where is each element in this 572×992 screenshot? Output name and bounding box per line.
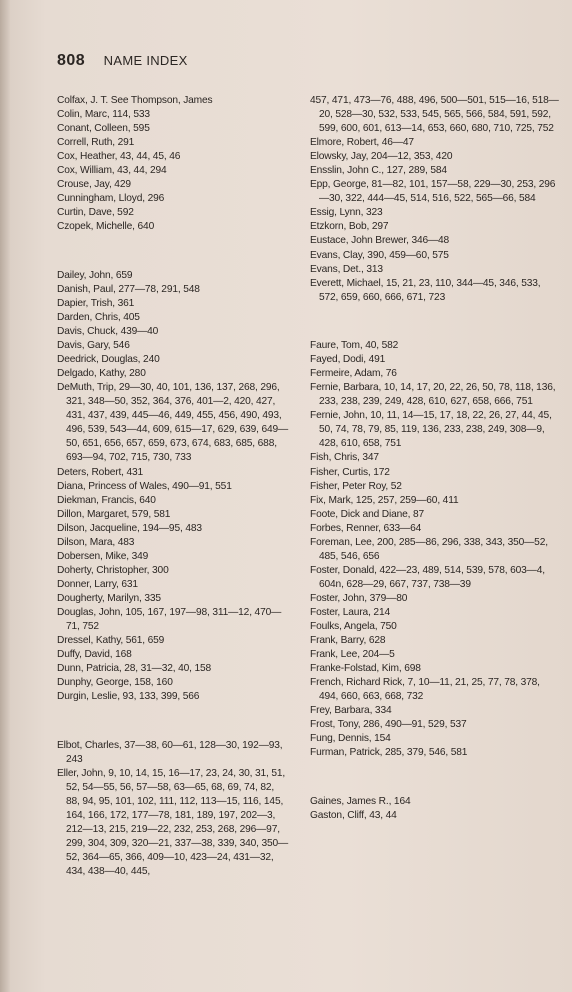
index-entry: Davis, Gary, 546 xyxy=(57,340,130,352)
index-entry: Frost, Tony, 286, 490—91, 529, 537 xyxy=(310,719,467,731)
index-entry: DeMuth, Trip, 29—30, 40, 101, 136, 137, 268, 296, 321, 348—50, 352, 364, 376, 401—2, 420, 427, 431, 437, 439, 445—46, 449, 455, 456, 490, 493, 496, 539, 543—44, 609, 615—17, 629, 639, 649—50, 651, 656, 657, 659, 673, 674, 683, 685, 688, 693—94, 702, 715, 730, 733 xyxy=(57,382,289,464)
index-entry: Elbot, Charles, 37—38, 60—61, 128—30, 192—93, 243 xyxy=(57,739,283,765)
index-entry: Duffy, David, 168 xyxy=(57,649,132,661)
page-header xyxy=(57,52,188,70)
index-entry: Dunphy, George, 158, 160 xyxy=(57,677,173,689)
index-entry: 457, 471, 473—76, 488, 496, 500—501, 515—16, 518—20, 528—30, 532, 533, 545, 565, 566, 584, 591, 592, 599, 600, 601, 613—14, 653, 660, 680, 710, 725, 752 xyxy=(310,95,559,135)
index-entry: Diekman, Francis, 640 xyxy=(57,494,156,506)
index-entry: Fix, Mark, 125, 257, 259—60, 411 xyxy=(310,494,459,506)
index-entry: Essig, Lynn, 323 xyxy=(310,207,383,219)
letter-section-gap xyxy=(310,315,560,329)
index-entry: Gaston, Cliff, 43, 44 xyxy=(310,809,397,821)
index-entry: Davis, Chuck, 439—40 xyxy=(57,326,159,338)
index-entry: Colfax, J. T. See Thompson, James xyxy=(57,95,213,106)
index-entry: Durgin, Leslie, 93, 133, 399, 566 xyxy=(57,691,200,703)
index-entry: Frank, Lee, 204—5 xyxy=(310,649,395,661)
index-column-left xyxy=(57,94,289,879)
page-number: 808 xyxy=(57,52,86,69)
index-entry: Elmore, Robert, 46—47 xyxy=(310,137,414,149)
index-entry: Dunn, Patricia, 28, 31—32, 40, 158 xyxy=(57,663,212,675)
index-entry: Douglas, John, 105, 167, 197—98, 311—12, 470—71, 752 xyxy=(57,606,282,633)
index-entry: Deters, Robert, 431 xyxy=(57,466,144,478)
index-entry: Fayed, Dodi, 491 xyxy=(310,354,386,366)
index-entry: Fung, Dennis, 154 xyxy=(310,733,391,745)
index-entry: Fermeire, Adam, 76 xyxy=(310,368,397,380)
index-entry: Faure, Tom, 40, 582 xyxy=(310,340,399,352)
index-entry: Dapier, Trish, 361 xyxy=(57,297,135,309)
index-entry: Foster, Laura, 214 xyxy=(310,606,390,618)
index-entry: Foster, Donald, 422—23, 489, 514, 539, 578, 603—4, 604n, 628—29, 667, 737, 738—39 xyxy=(310,564,545,590)
index-entry: Evans, Clay, 390, 459—60, 575 xyxy=(310,249,449,261)
index-entry: Etzkorn, Bob, 297 xyxy=(310,221,389,233)
index-entry: Fish, Chris, 347 xyxy=(310,452,379,464)
index-entry: Furman, Patrick, 285, 379, 546, 581 xyxy=(310,747,468,759)
index-entry: Donner, Larry, 631 xyxy=(57,578,138,590)
index-entry: Correll, Ruth, 291 xyxy=(57,137,135,149)
index-entry: Dailey, John, 659 xyxy=(57,269,133,281)
index-entry: Fernie, Barbara, 10, 14, 17, 20, 22, 26, 50, 78, 118, 136, 233, 238, 239, 249, 428, 610, 627, 658, 666, 751 xyxy=(310,382,556,408)
index-entry: Deedrick, Douglas, 240 xyxy=(57,354,160,366)
index-entry: Danish, Paul, 277—78, 291, 548 xyxy=(57,283,200,295)
index-entry: Dilson, Mara, 483 xyxy=(57,536,135,548)
index-entry: Diana, Princess of Wales, 490—91, 551 xyxy=(57,480,232,492)
index-entry: Cox, Heather, 43, 44, 45, 46 xyxy=(57,151,181,163)
index-entry: Dilson, Jacqueline, 194—95, 483 xyxy=(57,522,202,534)
index-entry: Foreman, Lee, 200, 285—86, 296, 338, 343, 350—52, 485, 546, 656 xyxy=(310,536,548,562)
index-entry: Fisher, Peter Roy, 52 xyxy=(310,480,402,492)
page-gutter-shadow xyxy=(0,0,10,992)
index-entry: Czopek, Michelle, 640 xyxy=(57,221,155,233)
index-entry: Conant, Colleen, 595 xyxy=(57,123,150,135)
index-entry: Dillon, Margaret, 579, 581 xyxy=(57,508,171,520)
index-entry: Frey, Barbara, 334 xyxy=(310,705,392,717)
index-entry: Elowsky, Jay, 204—12, 353, 420 xyxy=(310,151,453,163)
index-entry: Fernie, John, 10, 11, 14—15, 17, 18, 22, 26, 27, 44, 45, 50, 74, 78, 79, 85, 119, 136, 233, 238, 249, 308—9, 428, 610, 658, 751 xyxy=(310,410,552,450)
index-entry: Frank, Barry, 628 xyxy=(310,635,386,647)
index-column-right xyxy=(310,94,560,823)
index-entry: Eller, John, 9, 10, 14, 15, 16—17, 23, 24, 30, 31, 51, 52, 54—55, 56, 57—58, 63—65, 68, 69, 74, 82, 88, 94, 95, 101, 102, 111, 112, 113—15, 116, 145, 164, 166, 172, 177—78, 181, 189, 197, 202—3, 212—13, 215, 219—22, 232, 253, 268, 296—97, 299, 304, 309, 320—21, 337—38, 339, 340, 350—52, 364—65, 366, 409—10, 423—24, 431—32, 434, 438—40, 445, xyxy=(57,767,289,878)
index-entry: Foster, John, 379—80 xyxy=(310,592,408,604)
index-entry: Fisher, Curtis, 172 xyxy=(310,466,390,478)
index-entry: Dobersen, Mike, 349 xyxy=(57,550,149,562)
index-entry: Franke-Folstad, Kim, 698 xyxy=(310,663,421,675)
index-entry: Forbes, Renner, 633—64 xyxy=(310,522,422,534)
index-entry: Darden, Chris, 405 xyxy=(57,311,140,323)
index-entry: Everett, Michael, 15, 21, 23, 110, 344—45, 346, 533, 572, 659, 660, 666, 671, 723 xyxy=(310,277,541,303)
letter-section-gap xyxy=(310,771,560,785)
index-entry: Delgado, Kathy, 280 xyxy=(57,368,146,380)
index-entry: Curtin, Dave, 592 xyxy=(57,207,134,219)
index-entry: Epp, George, 81—82, 101, 157—58, 229—30, 253, 296—30, 322, 444—45, 514, 516, 522, 565—66, 584 xyxy=(310,179,556,205)
index-entry: French, Richard Rick, 7, 10—11, 21, 25, 77, 78, 378, 494, 660, 663, 668, 732 xyxy=(310,677,540,703)
running-title: NAME INDEX xyxy=(103,53,188,68)
index-entry: Doherty, Christopher, 300 xyxy=(57,564,169,576)
letter-section-gap xyxy=(57,714,289,728)
index-entry: Evans, Det., 313 xyxy=(310,263,383,275)
index-entry: Crouse, Jay, 429 xyxy=(57,179,131,191)
letter-section-gap xyxy=(57,245,289,259)
index-entry: Dressel, Kathy, 561, 659 xyxy=(57,635,165,647)
index-entry: Ensslin, John C., 127, 289, 584 xyxy=(310,165,447,177)
index-entry: Cox, William, 43, 44, 294 xyxy=(57,165,167,177)
index-entry: Colin, Marc, 114, 533 xyxy=(57,109,150,121)
index-entry: Foulks, Angela, 750 xyxy=(310,621,397,633)
index-entry: Foote, Dick and Diane, 87 xyxy=(310,508,425,520)
index-entry: Eustace, John Brewer, 346—48 xyxy=(310,235,450,247)
index-entry: Cunningham, Lloyd, 296 xyxy=(57,193,165,205)
index-entry: Gaines, James R., 164 xyxy=(310,795,411,807)
index-entry: Dougherty, Marilyn, 335 xyxy=(57,592,161,604)
